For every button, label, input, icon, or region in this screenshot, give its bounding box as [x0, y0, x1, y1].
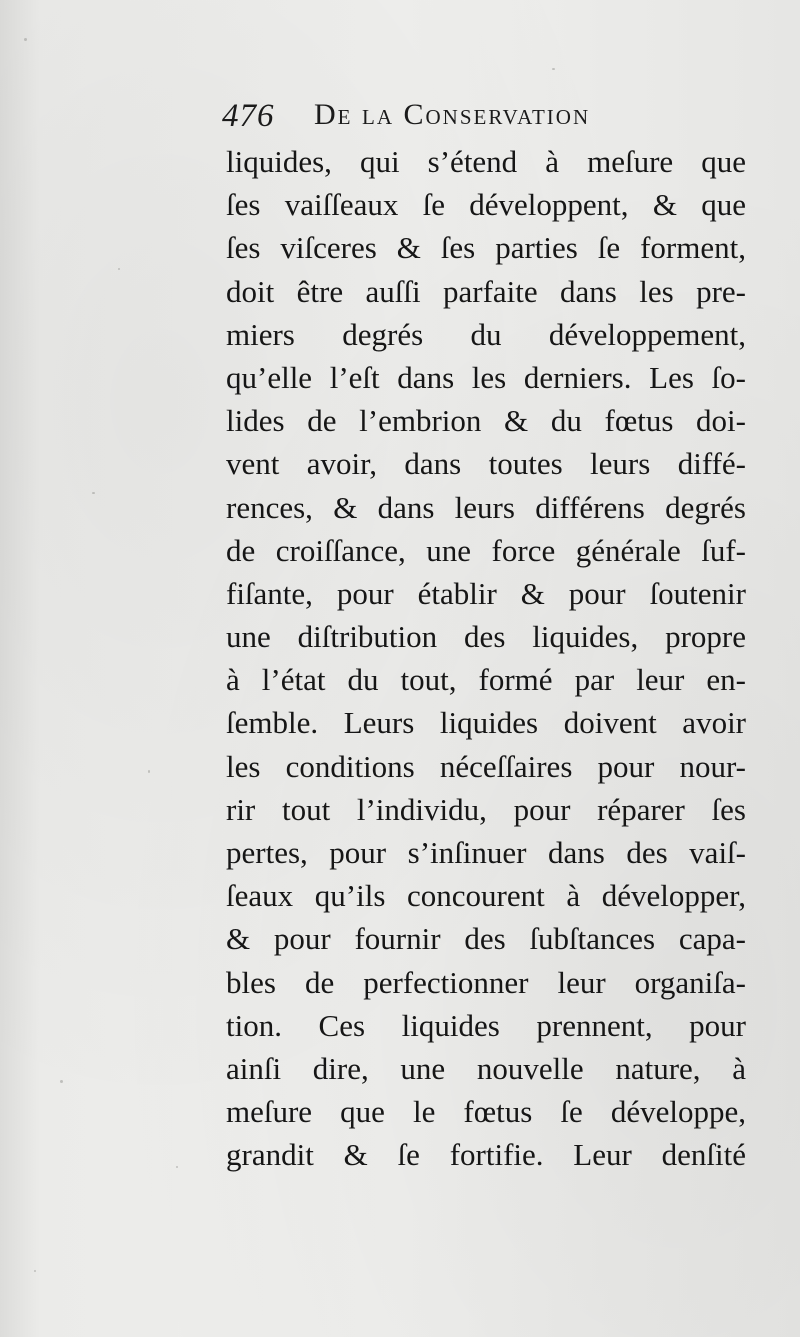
text-line: vent avoir, dans toutes leurs diffé-	[226, 446, 746, 482]
running-head: De la Conservation	[314, 98, 591, 131]
text-line: rences, & dans leurs différens degrés	[226, 489, 746, 525]
text-line: ſemble. Leurs liquides doivent avoir	[226, 705, 746, 741]
paper-speck	[118, 268, 120, 270]
paper-speck	[24, 38, 27, 41]
text-line: doit être auſſi parfaite dans les pre-	[226, 273, 746, 309]
text-line: rir tout l’individu, pour réparer ſes	[226, 791, 746, 827]
text-line: bles de perfectionner leur organiſa-	[226, 964, 746, 1000]
text-line: ſes vaiſſeaux ſe développent, & que	[226, 187, 746, 223]
text-line: les conditions néceſſaires pour nour-	[226, 748, 746, 784]
paper-speck	[60, 1080, 63, 1083]
text-line: à l’état du tout, formé par leur en-	[226, 662, 746, 698]
paper-speck	[552, 68, 555, 70]
body-text	[226, 140, 746, 1177]
text-line: une diſtribution des liquides, propre	[226, 619, 746, 655]
text-line: ainſi dire, une nouvelle nature, à	[226, 1050, 746, 1086]
text-line: miers degrés du développement,	[226, 316, 746, 352]
paper-speck	[148, 770, 150, 773]
text-line: ſeaux qu’ils concourent à développer,	[226, 878, 746, 914]
text-line: ſes viſceres & ſes parties ſe forment,	[226, 230, 746, 266]
text-line: liquides, qui s’étend à meſure que	[226, 144, 746, 179]
text-line: & pour fournir des ſubſtances capa-	[226, 921, 746, 957]
text-line: lides de l’embrion & du fœtus doi-	[226, 403, 746, 439]
paper-speck	[34, 1270, 36, 1272]
text-line: fiſante, pour établir & pour ſoutenir	[226, 575, 746, 611]
page-number: 476	[222, 98, 275, 134]
paper-speck	[176, 1166, 178, 1168]
paper-speck	[92, 492, 95, 494]
text-line: meſure que le fœtus ſe développe,	[226, 1094, 746, 1130]
text-line: de croiſſance, une force générale ſuf-	[226, 532, 746, 568]
text-line: tion. Ces liquides prennent, pour	[226, 1007, 746, 1043]
text-line: pertes, pour s’inſinuer dans des vaiſ-	[226, 835, 746, 870]
text-line: qu’elle l’eſt dans les derniers. Les ſo-	[226, 359, 746, 395]
page-header	[222, 90, 702, 140]
text-line: grandit & ſe fortifie. Leur denſité	[226, 1137, 746, 1173]
